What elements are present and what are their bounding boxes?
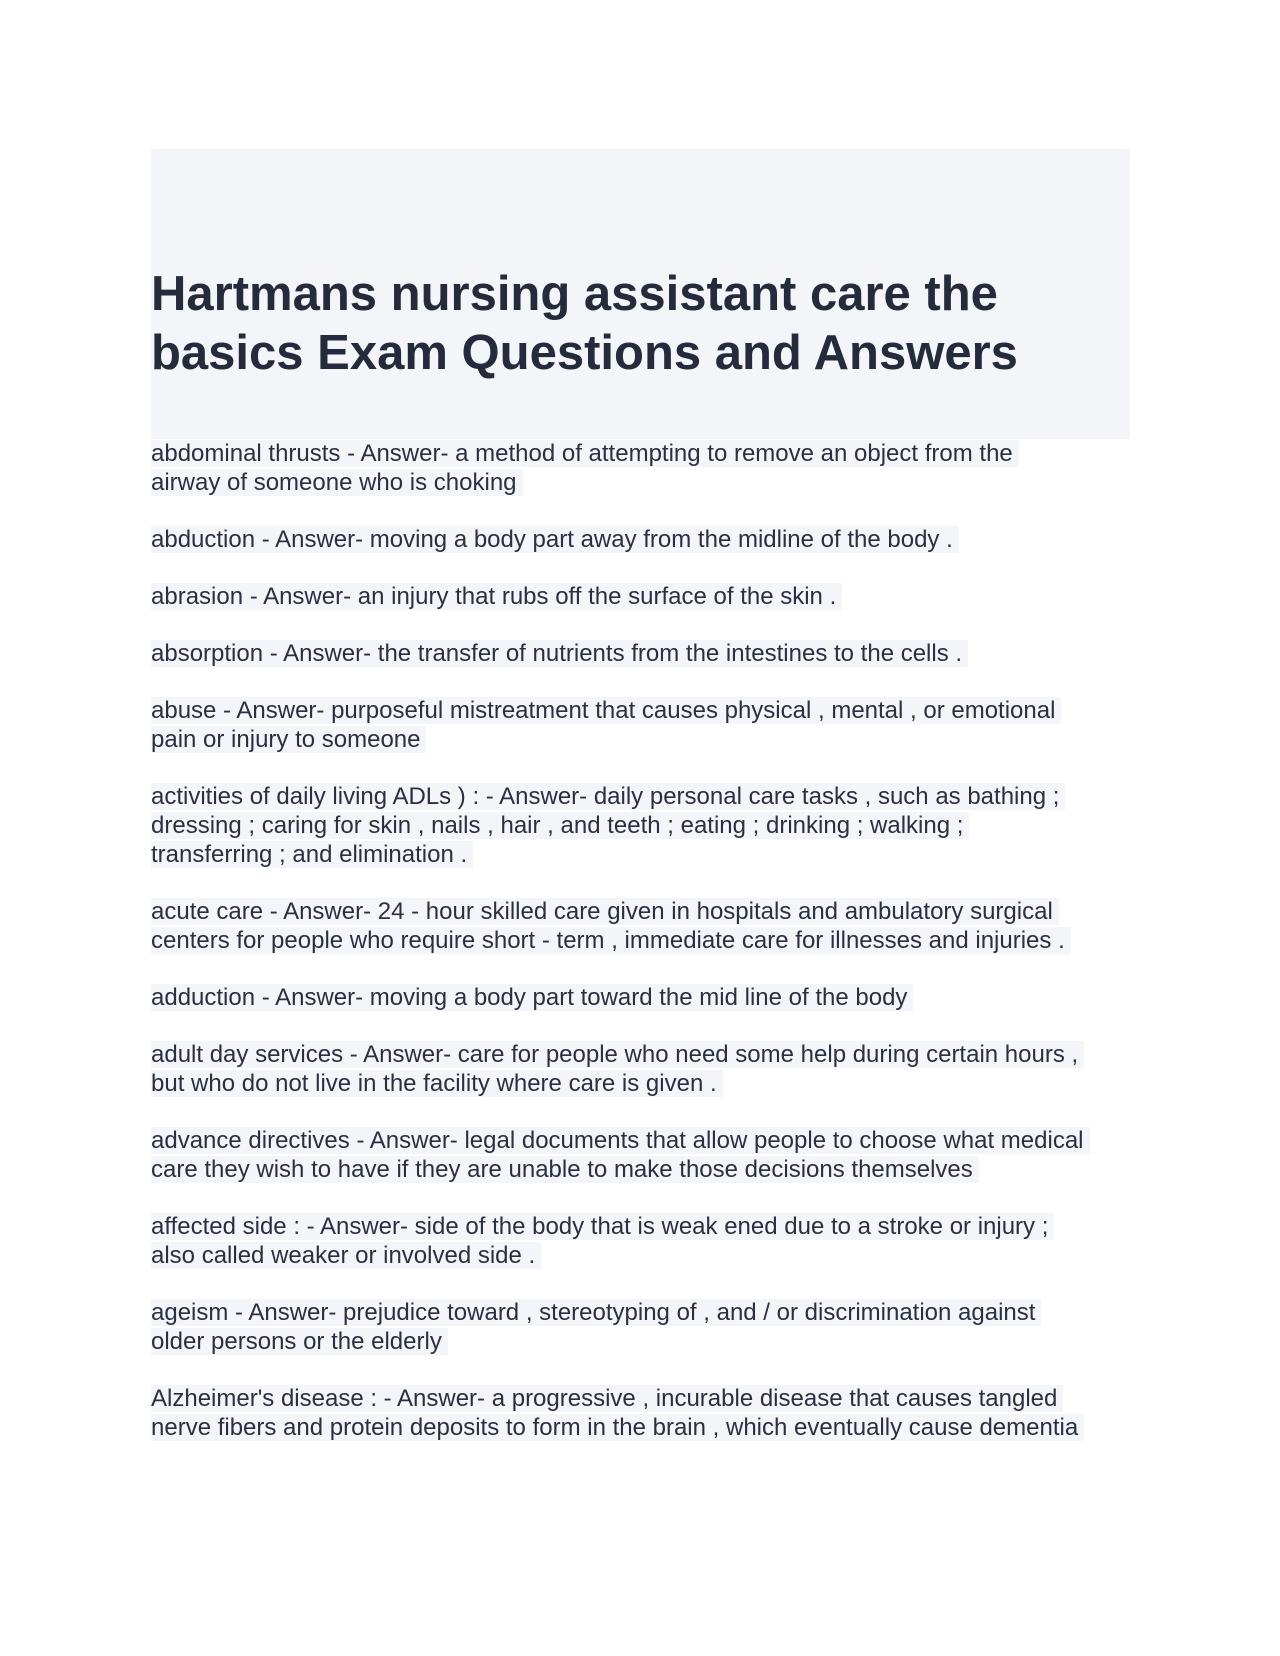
entry-line: but who do not live in the facility where care is given .	[151, 1070, 723, 1097]
entry-line: transferring ; and elimination .	[151, 841, 473, 868]
entry-line: nerve fibers and protein deposits to form in the brain , which eventually cause dementia	[151, 1414, 1084, 1441]
qa-entry	[151, 782, 1141, 869]
entry-line: abuse - Answer- purposeful mistreatment that causes physical , mental , or emotional	[151, 697, 1061, 724]
entry-line: dressing ; caring for skin , nails , hair , and teeth ; eating ; drinking ; walking ;	[151, 812, 969, 839]
title-block	[151, 149, 1130, 439]
entry-line: older persons or the elderly	[151, 1328, 448, 1355]
entry-line: affected side : - Answer- side of the body that is weak ened due to a stroke or injury ;	[151, 1213, 1054, 1240]
entry-line: activities of daily living ADLs ) : - Answer- daily personal care tasks , such as bathing ;	[151, 783, 1065, 810]
qa-entry	[151, 439, 1141, 497]
qa-entry	[151, 983, 1141, 1012]
qa-entry	[151, 639, 1141, 668]
qa-entry	[151, 582, 1141, 611]
qa-entry	[151, 1126, 1141, 1184]
entry-line: adduction - Answer- moving a body part toward the mid line of the body	[151, 984, 913, 1011]
entry-line: ageism - Answer- prejudice toward , stereotyping of , and / or discrimination against	[151, 1299, 1041, 1326]
entry-line: care they wish to have if they are unable to make those decisions themselves	[151, 1156, 979, 1183]
entry-line: airway of someone who is choking	[151, 469, 523, 496]
entry-line: abrasion - Answer- an injury that rubs off the surface of the skin .	[151, 583, 842, 610]
entry-line: acute care - Answer- 24 - hour skilled care given in hospitals and ambulatory surgical	[151, 898, 1059, 925]
qa-entry	[151, 1040, 1141, 1098]
entry-line: adult day services - Answer- care for people who need some help during certain hours ,	[151, 1041, 1084, 1068]
qa-entry	[151, 897, 1141, 955]
qa-entry	[151, 1384, 1141, 1442]
entry-line: also called weaker or involved side .	[151, 1242, 541, 1269]
qa-list	[151, 439, 1141, 1470]
entry-line: absorption - Answer- the transfer of nutrients from the intestines to the cells .	[151, 640, 968, 667]
qa-entry	[151, 1212, 1141, 1270]
qa-entry	[151, 696, 1141, 754]
entry-line: abduction - Answer- moving a body part away from the midline of the body .	[151, 526, 959, 553]
qa-entry	[151, 525, 1141, 554]
title-line-1: Hartmans nursing assistant care the	[151, 267, 998, 321]
page-title	[151, 265, 1130, 383]
entry-line: pain or injury to someone	[151, 726, 426, 753]
qa-entry	[151, 1298, 1141, 1356]
entry-line: abdominal thrusts - Answer- a method of attempting to remove an object from the	[151, 440, 1019, 467]
entry-line: Alzheimer's disease : - Answer- a progressive , incurable disease that causes tangled	[151, 1385, 1063, 1412]
title-line-2: basics Exam Questions and Answers	[151, 326, 1018, 380]
entry-line: centers for people who require short - term , immediate care for illnesses and injuries .	[151, 927, 1071, 954]
entry-line: advance directives - Answer- legal documents that allow people to choose what medical	[151, 1127, 1090, 1154]
